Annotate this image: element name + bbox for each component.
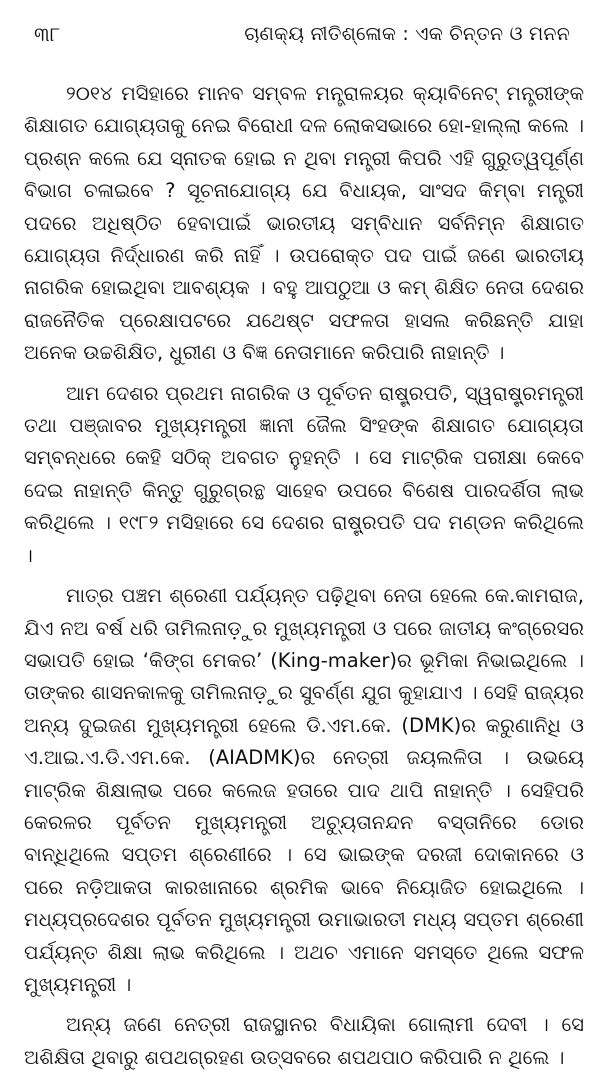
paragraph-1: ୨୦୧୪ ମସିହାରେ ମାନବ ସମ୍ବଳ ମନ୍ତ୍ରାଳୟର କ୍ୟାବିନେଟ୍ ମନ୍ତ୍ରୀଙ୍କ ଶିକ୍ଷାଗତ ଯୋଗ୍ୟତାକୁ ନେଇ ବିରୋଧୀ ଦଳ ଲୋକସଭାରେ ହୋ-ହାଲ୍ଲା କଲେ । ପ୍ରଶ୍ନ କଲେ ଯେ ସ୍ନାତକ ହୋଇ ନ ଥିବା ମନ୍ତ୍ରୀ କିପରି ଏହି ଗୁରୁତ୍ୱପୂର୍ଣ୍ଣ ବିଭାଗ ଚଳାଇବେ ? ସୂଚନାଯୋଗ୍ୟ ଯେ ବିଧାୟକ, ସାଂସଦ କିମ୍ବା ମନ୍ତ୍ରୀ ପଦରେ ଅଧିଷ୍ଠିତ ହେବାପାଇଁ ଭାରତୀୟ ସମ୍ବିଧାନ ସର୍ବନିମ୍ନ ଶିକ୍ଷାଗତ ଯୋଗ୍ୟତା ନିର୍ଦ୍ଧାରଣ କରି ନାହିଁ । ଉପରୋକ୍ତ ପଦ ପାଇଁ ଜଣେ ଭାରତୀୟ ନାଗରିକ ହୋଇଥିବା ଆବଶ୍ୟକ । ବହୁ ଆପଠୁଆ ଓ କମ୍ ଶିକ୍ଷିତ ନେତା ଦେଶର ରାଜନୈତିକ ପ୍ରେକ୍ଷାପଟରେ ଯଥେଷ୍ଟ ସଫଳତା ହାସଲ କରିଛନ୍ତି ଯାହା ଅନେକ ଉଚ୍ଚଶିକ୍ଷିତ, ଧୁରୀଣ ଓ ବିଜ୍ଞ ନେତାମାନେ କରିପାରି ନାହାନ୍ତି । (24, 82, 584, 365)
paragraph-3: ମାତ୍ର ପଞ୍ଚମ ଶ୍ରେଣୀ ପର୍ଯ୍ୟନ୍ତ ପଢ଼ିଥିବା ନେତା ହେଲେ କେ.କାମରାଜ, ଯିଏ ନଅ ବର୍ଷ ଧରି ତାମିଲନାଡ଼ୁର ମୁଖ୍ୟମନ୍ତ୍ରୀ ଓ ପରେ ଜାତୀୟ କଂଗ୍ରେସର ସଭାପତି ହୋଇ ‘କିଙ୍ଗ ମେକର’ (King-maker)ର ଭୂମିକା ନିଭାଇଥିଲେ । ତାଙ୍କର ଶାସନକାଳକୁ ତାମିଲନାଡ଼ୁର ସୁବର୍ଣ୍ଣ ଯୁଗ କୁହାଯାଏ । ସେହି ରାଜ୍ୟର ଅନ୍ୟ ଦୁଇଜଣ ମୁଖ୍ୟମନ୍ତ୍ରୀ ହେଲେ ଡି.ଏମ.କେ. (DMK)ର କରୁଣାନିଧି ଓ ଏ.ଆଇ.ଏ.ଡି.ଏମ.କେ. (AIADMK)ର ନେତ୍ରୀ ଜୟଲଳିତା । ଉଭୟେ ମାଟ୍ରିକ ଶିକ୍ଷାଲାଭ ପରେ କଲେଜ ହତାରେ ପାଦ ଥାପି ନାହାନ୍ତି । ସେହିପରି କେରଳର ପୂର୍ବତନ ମୁଖ୍ୟମନ୍ତ୍ରୀ ଅଚ୍ୟୁତାନନ୍ଦନ ବସ୍ତାନିରେ ଡୋର ବାନ୍ଧିଥିଲେ ସପ୍ତମ ଶ୍ରେଣୀରେ । ସେ ଭାଇଙ୍କ ଦରଜୀ ଦୋକାନରେ ଓ ପରେ ନଡ଼ିଆକତା କାରଖାନାରେ ଶ୍ରମିକ ଭାବେ ନିୟୋଜିତ ହୋଇଥିଲେ । ମଧ୍ୟପ୍ରଦେଶର ପୂର୍ବତନ ମୁଖ୍ୟମନ୍ତ୍ରୀ ଉମାଭାରତୀ ମଧ୍ୟ ସପ୍ତମ ଶ୍ରେଣୀ ପର୍ଯ୍ୟନ୍ତ ଶିକ୍ଷା ଲାଭ କରିଥିଲେ । ଅଥଚ ଏମାନେ ସମସ୍ତେ ଥିଲେ ସଫଳ ମୁଖ୍ୟମନ୍ତ୍ରୀ । (24, 584, 584, 996)
body-text (24, 78, 584, 1082)
paragraph-2: ଆମ ଦେଶର ପ୍ରଥମ ନାଗରିକ ଓ ପୂର୍ବତନ ରାଷ୍ଟ୍ରପତି, ସ୍ୱରାଷ୍ଟ୍ରମନ୍ତ୍ରୀ ତଥା ପଞ୍ଜାବର ମୁଖ୍ୟମନ୍ତ୍ରୀ ଜ୍ଞାନୀ ଜୈଲ ସିଂହଙ୍କ ଶିକ୍ଷାଗତ ଯୋଗ୍ୟତା ସମ୍ବନ୍ଧରେ କେହି ସଠିକ୍ ଅବଗତ ନୁହନ୍ତି । ସେ ମାଟ୍ରିକ ପରୀକ୍ଷା କେବେ ଦେଇ ନାହାନ୍ତି କିନ୍ତୁ ଗୁରୁଗ୍ରନ୍ଥ ସାହେବ ଉପରେ ବିଶେଷ ପାରଦର୍ଶିତା ଲାଭ କରିଥିଲେ । ୧୯୮୨ ମସିହାରେ ସେ ଦେଶର ରାଷ୍ଟ୍ରପତି ପଦ ମଣ୍ଡନ କରିଥିଲେ । (24, 381, 584, 567)
page-number: ୩୮ (34, 22, 61, 46)
page-header (18, 0, 580, 60)
running-title: ଚାଣକ୍ୟ ନୀତିଶ୍ଳୋକ : ଏକ ଚିନ୍ତନ ଓ ମନନ (244, 23, 570, 45)
paragraph-4: ଅନ୍ୟ ଜଣେ ନେତ୍ରୀ ରାଜସ୍ଥାନର ବିଧାୟିକା ଗୋଲାମୀ ଦେବୀ । ସେ ଅଶିକ୍ଷିତା ଥିବାରୁ ଶପଥଗ୍ରହଣ ଉତ୍ସବରେ ଶପଥପାଠ କରିପାରି ନ ଥିଲେ । (24, 1013, 584, 1069)
